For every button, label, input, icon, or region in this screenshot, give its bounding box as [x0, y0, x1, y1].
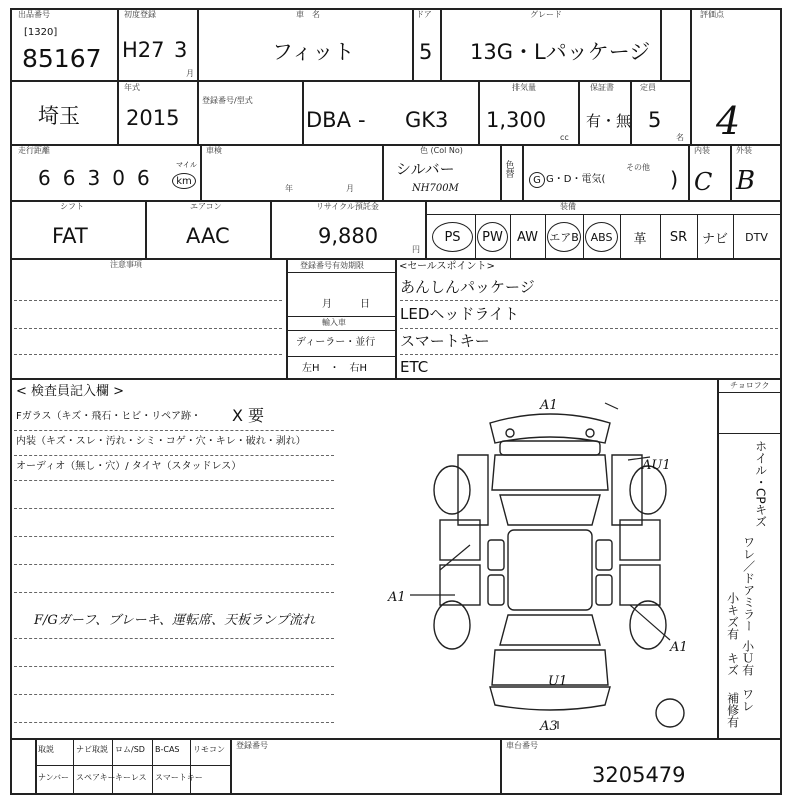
recycle-label: リサイクル預託金 — [316, 202, 379, 211]
capacity-value: 5 — [648, 108, 662, 132]
model-dash: - — [358, 108, 366, 132]
mileage-label: 走行距離 — [18, 146, 50, 155]
mileage-digits — [38, 166, 150, 190]
inspection-year-unit: 年 — [285, 184, 293, 193]
color-change-label: 色替 — [503, 160, 514, 178]
inspection-label: 車検 — [206, 146, 222, 155]
capacity-label: 定員 — [640, 83, 656, 92]
doors-value: 5 — [419, 40, 433, 64]
handle-label: 左H ・ 右H — [302, 363, 368, 374]
legend-line-2: ワレ／ドアミラー — [741, 536, 756, 632]
recycle-unit: 円 — [412, 245, 420, 254]
windshield-line: Fガラス（キズ・飛石・ヒビ・リペア跡・ — [16, 411, 202, 422]
certification-label: 登録番号/型式 — [202, 96, 253, 105]
mileage-mile-unit: マイル — [176, 161, 197, 169]
interior-line: 内装（キズ・スレ・汚れ・シミ・コゲ・穴・キレ・破れ・剥れ） — [16, 436, 306, 447]
exterior-label: 外装 — [736, 146, 752, 155]
inspection-month-unit: 月 — [346, 184, 354, 193]
footer-item: ナビ取説 — [76, 745, 108, 754]
damage-mark: AU1 — [642, 458, 671, 473]
color-value: シルバー — [396, 160, 455, 178]
mileage-digit: 3 — [87, 166, 101, 190]
equipment-item: ABS — [585, 222, 618, 252]
color-label: 色 (Col No) — [420, 146, 463, 155]
lot-number-label: 出品番号 — [18, 10, 50, 19]
chassis-number-label: 車台番号 — [506, 741, 538, 750]
sales-point-4: ETC — [400, 358, 429, 376]
ac-label: エアコン — [190, 202, 222, 211]
damage-mark: A3 — [540, 719, 558, 734]
model-year-value: 2015 — [126, 106, 180, 130]
sales-point-1: あんしんパッケージ — [400, 278, 535, 296]
area-value: 埼玉 — [38, 104, 80, 128]
footer-item: B-CAS — [155, 745, 180, 754]
equipment-item: 革 — [633, 231, 647, 247]
fuel-options: G・D・電気( — [546, 174, 606, 185]
fuel-close: ) — [670, 168, 679, 192]
displacement-label: 排気量 — [512, 83, 536, 92]
first-registration-era: H27 — [122, 38, 165, 62]
chassis-number: 3205479 — [592, 763, 686, 787]
shift-label: シフト — [60, 202, 84, 211]
mileage-km-unit: km — [172, 173, 196, 189]
legend-line-1: ホイル・CPキズ — [753, 440, 768, 528]
mileage-digit: 6 — [136, 166, 150, 190]
footer-item: リモコン — [193, 745, 225, 754]
recycle-value: 9,880 — [318, 224, 379, 248]
chalk-label: チョロフク — [730, 381, 770, 390]
interior-grade: C — [694, 168, 713, 196]
doors-label: ドア — [416, 10, 432, 19]
first-registration-label: 初度登録 — [124, 10, 156, 19]
equipment-item: AW — [516, 229, 539, 245]
model-code: GK3 — [405, 108, 449, 132]
sales-point-3: スマートキー — [400, 332, 490, 350]
damage-mark: U1 — [548, 674, 568, 689]
model-year-label: 年式 — [124, 83, 140, 92]
equipment-item: ナビ — [701, 231, 728, 247]
damage-mark: A1 — [670, 640, 688, 655]
legend-line-4: 小Ｕ有 ワレ — [740, 640, 755, 712]
footer-item: スマートキー — [155, 773, 203, 782]
handwritten-note: F/Gガーフ、ブレーキ、運転席、天板ランプ流れ — [34, 613, 316, 628]
model-prefix: DBA — [306, 108, 351, 132]
car-damage-diagram — [380, 395, 715, 735]
month-unit: 月 — [186, 69, 194, 78]
color-code: NH700M — [412, 183, 459, 194]
inspector-section-title: < 検査員記入欄 > — [16, 384, 125, 399]
equipment-item: PW — [477, 222, 508, 252]
registration-number-label: 登録番号 — [236, 741, 268, 750]
displacement-value: 1,300 — [486, 108, 547, 132]
footer-item: スペアキー — [76, 773, 116, 782]
score-value: 4 — [716, 99, 741, 143]
damage-mark: A1 — [540, 398, 558, 413]
expiry-month: 月 — [322, 299, 332, 310]
car-name-label: 車 名 — [296, 10, 320, 19]
fuel-other: その他 — [626, 163, 650, 172]
footer-item: 取説 — [38, 745, 54, 754]
shift-value: FAT — [52, 224, 88, 248]
footer-item: ロム/SD — [115, 745, 145, 754]
equipment-item: DTV — [745, 230, 768, 244]
exterior-grade: B — [736, 166, 756, 196]
sales-points-label: <セールスポイント> — [399, 261, 495, 272]
audio-tire-line: オーディオ（無し・穴）/ タイヤ（スタッドレス） — [16, 461, 242, 472]
capacity-unit: 名 — [676, 133, 684, 142]
footer-item: キーレス — [115, 773, 147, 782]
lot-sub-number: [1320] — [24, 27, 58, 38]
displacement-unit: cc — [560, 133, 569, 142]
registration-expiry-label: 登録番号有効期限 — [300, 261, 364, 270]
score-label: 評価点 — [700, 10, 724, 19]
notes-label: 注意事項 — [110, 260, 142, 269]
expiry-day: 日 — [360, 299, 370, 310]
car-name: フィット — [272, 40, 355, 64]
lot-number: 85167 — [22, 44, 102, 73]
dealer-label: ディーラー・並行 — [296, 337, 376, 348]
fuel-selected-mark: G — [529, 172, 545, 188]
damage-mark: A1 — [388, 590, 406, 605]
warranty-label: 保証書 — [590, 83, 614, 92]
windshield-mark: X 要 — [232, 406, 265, 425]
warranty-value: 有・無 — [586, 112, 632, 130]
footer-item: ナンバー — [38, 773, 70, 782]
mileage-digit: 6 — [38, 166, 51, 190]
mileage-digit: 0 — [112, 166, 125, 190]
legend-line-3: 小キズ有 キズ — [725, 592, 740, 676]
mileage-digit: 6 — [62, 166, 76, 190]
equipment-label: 装備 — [560, 202, 576, 211]
ac-value: AAC — [186, 224, 230, 248]
interior-label: 内装 — [694, 146, 710, 155]
equipment-item: PS — [432, 222, 473, 252]
first-registration-month: 3 — [174, 38, 188, 62]
grade-label: グレード — [530, 10, 562, 19]
legend-line-5: 補修有 — [725, 692, 740, 728]
sales-point-2: LEDヘッドライト — [400, 305, 519, 323]
grade-value: 13G・Lパッケージ — [470, 40, 651, 64]
equipment-item: SR — [669, 229, 688, 245]
import-label: 輸入車 — [322, 318, 346, 327]
equipment-item: エアB — [547, 222, 581, 252]
